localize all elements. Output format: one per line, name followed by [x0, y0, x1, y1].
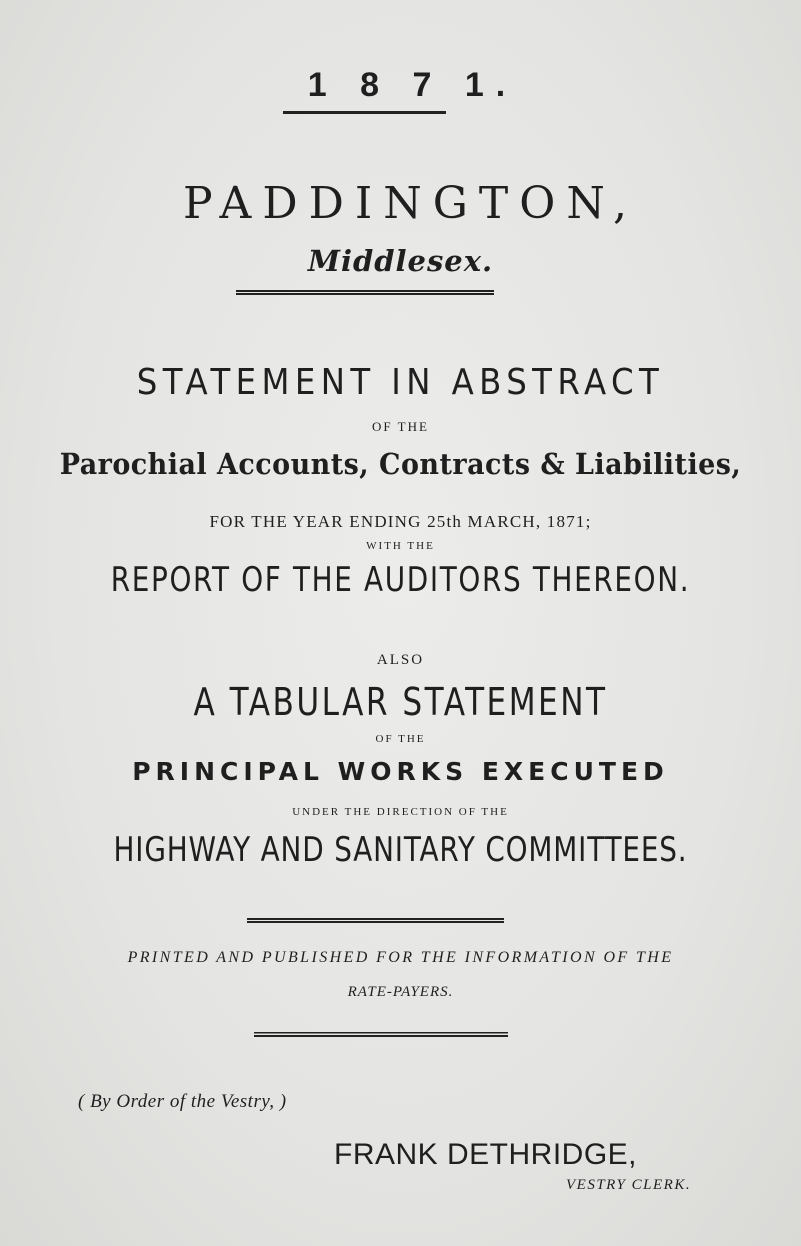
of-the-label: OF THE — [372, 419, 429, 434]
year-heading: 1 8 7 1. — [307, 66, 518, 104]
also-label: ALSO — [376, 652, 425, 668]
auditors-report-line: REPORT OF THE AUDITORS THEREON. — [110, 560, 691, 600]
with-the-label: WITH THE — [366, 540, 435, 552]
place-title: PADDINGTON, — [182, 178, 639, 229]
accounts-subject: Parochial Accounts, Contracts & Liabilities, — [59, 447, 742, 481]
of-the-label-2: OF THE — [375, 733, 426, 745]
section-divider — [247, 918, 504, 923]
statement-heading: STATEMENT IN ABSTRACT — [136, 362, 665, 403]
year-ending-line: FOR THE YEAR ENDING 25th MARCH, 1871; — [209, 512, 592, 531]
publication-note: PRINTED AND PUBLISHED FOR THE INFORMATION OF THE — [127, 949, 674, 966]
year-underline — [283, 111, 446, 114]
footer-divider — [254, 1032, 508, 1037]
tabular-statement-heading: A TABULAR STATEMENT — [193, 680, 608, 724]
signatory-name: FRANK DETHRIDGE, — [334, 1138, 638, 1171]
by-order-note: ( By Order of the Vestry, ) — [78, 1091, 287, 1112]
county-subtitle: Middlesex. — [307, 244, 494, 278]
ratepayers-note: RATE-PAYERS. — [347, 984, 454, 1000]
under-direction-label: UNDER THE DIRECTION OF THE — [292, 806, 509, 818]
signatory-role: VESTRY CLERK. — [566, 1177, 692, 1193]
principal-works-line: PRINCIPAL WORKS EXECUTED — [132, 757, 669, 786]
committees-line: HIGHWAY AND SANITARY COMMITTEES. — [113, 830, 688, 870]
title-divider — [236, 290, 494, 295]
